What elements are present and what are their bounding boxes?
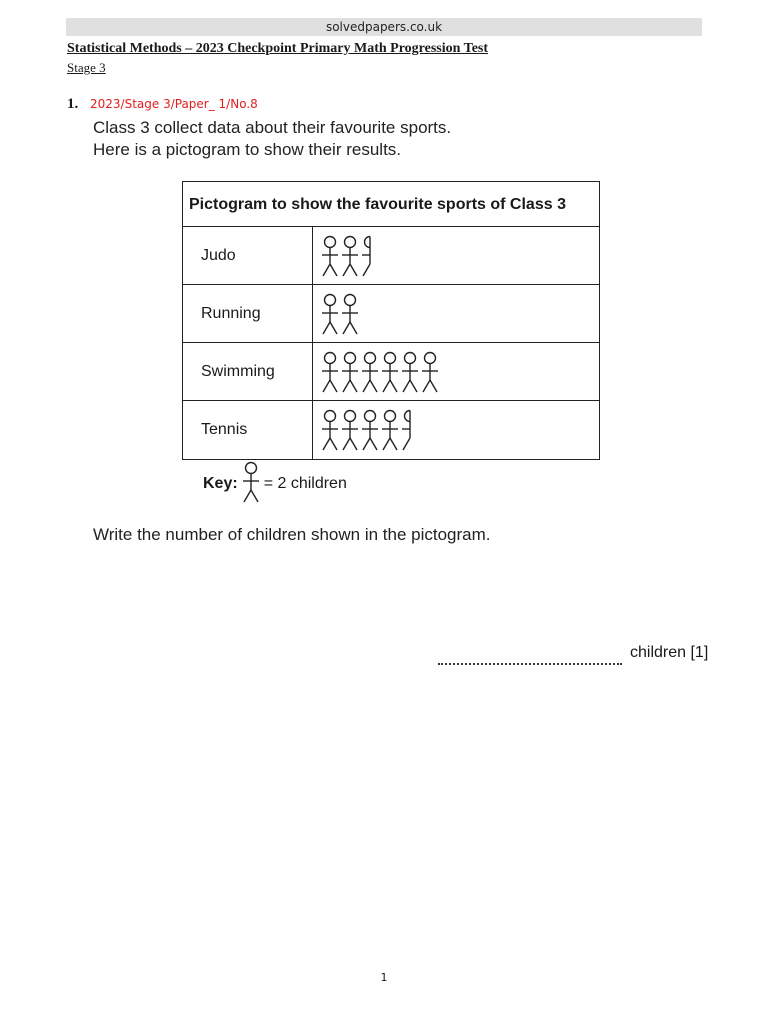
stick-figure-icon xyxy=(322,411,338,451)
pictogram-symbols xyxy=(313,401,599,459)
sport-label: Swimming xyxy=(183,343,313,400)
pictogram-row xyxy=(183,285,599,343)
stick-figure-icon xyxy=(242,461,260,508)
pictogram-row xyxy=(183,401,599,459)
question-reference: 2023/Stage 3/Paper_ 1/No.8 xyxy=(90,97,258,111)
pictogram-row xyxy=(183,227,599,285)
question-line-2: Here is a pictogram to show their results. xyxy=(93,140,402,159)
answer-field[interactable] xyxy=(438,659,622,665)
pictogram-symbol-group xyxy=(321,351,445,393)
site-banner: solvedpapers.co.uk xyxy=(66,18,702,36)
page-number: 1 xyxy=(380,971,388,984)
pictogram-symbols xyxy=(313,227,599,284)
stick-figure-icon xyxy=(322,237,338,277)
question-line-1: Class 3 collect data about their favourite sports. xyxy=(93,118,452,137)
pictogram-symbol-group xyxy=(321,293,365,335)
document-stage: Stage 3 xyxy=(67,60,106,75)
stick-figure-icon xyxy=(362,411,378,451)
stick-figure-icon xyxy=(382,353,398,393)
key-text: = 2 children xyxy=(263,475,347,492)
pictogram-row xyxy=(183,343,599,401)
pictogram-symbols xyxy=(313,285,599,342)
pictogram-key xyxy=(203,462,347,506)
pictogram-table xyxy=(182,181,600,460)
question-instruction: Write the number of children shown in the pictogram. xyxy=(93,525,491,544)
stick-figure-icon xyxy=(342,295,358,335)
sport-label: Tennis xyxy=(183,401,313,459)
half-stick-figure-icon xyxy=(362,237,370,277)
stick-figure-icon xyxy=(382,411,398,451)
half-stick-figure-icon xyxy=(402,411,410,451)
answer-unit: children [1] xyxy=(630,644,709,661)
pictogram-symbol-group xyxy=(321,409,425,451)
pictogram-symbols xyxy=(313,343,599,400)
stick-figure-icon xyxy=(402,353,418,393)
question-number: 1. xyxy=(67,96,79,112)
document-title: Statistical Methods – 2023 Checkpoint Primary Math Progression Test xyxy=(67,41,489,56)
sport-label: Judo xyxy=(183,227,313,284)
sport-label: Running xyxy=(183,285,313,342)
pictogram-title: Pictogram to show the favourite sports of Class 3 xyxy=(183,182,599,227)
stick-figure-icon xyxy=(342,237,358,277)
stick-figure-icon xyxy=(322,295,338,335)
key-label: Key: xyxy=(203,475,238,492)
stick-figure-icon xyxy=(422,353,438,393)
stick-figure-icon xyxy=(322,353,338,393)
stick-figure-icon xyxy=(342,353,358,393)
stick-figure-icon xyxy=(362,353,378,393)
stick-figure-icon xyxy=(342,411,358,451)
pictogram-symbol-group xyxy=(321,235,385,277)
